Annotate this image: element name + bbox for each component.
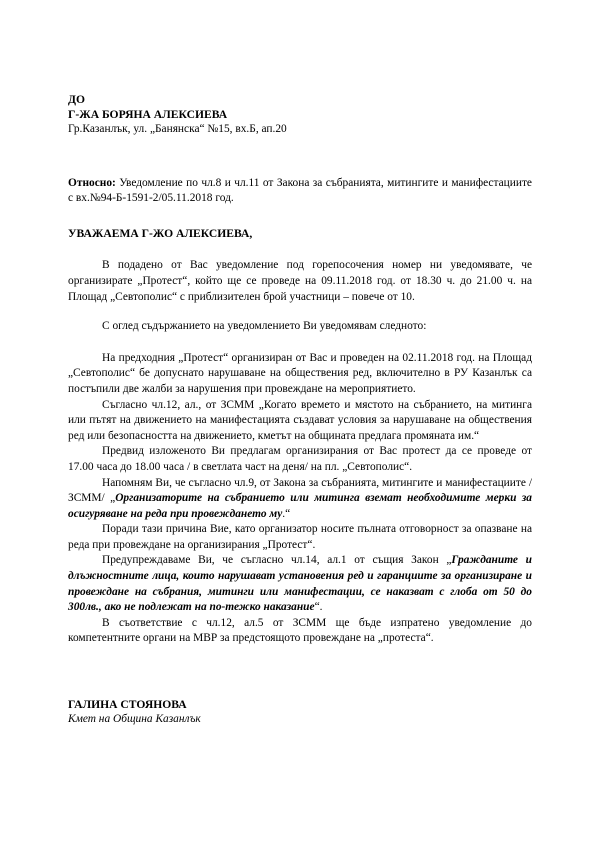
paragraph-proposed-time: Предвид изложеното Ви предлагам организирания от Вас протест да се проведе от 17.00 часа до 18.00 часа / в светлата част на деня/ на пл. „Севтополис“. xyxy=(68,445,532,473)
addressee-to-label: ДО xyxy=(68,93,85,106)
article-9-lead: Напомням Ви, че съгласно чл.9, от Закона за събранията, митингите и манифестациите /ЗСММ/ „ xyxy=(68,476,532,505)
subject-label: Относно: xyxy=(68,176,116,189)
paragraph-mvr-notification: В съответствие с чл.12, ал.5 от ЗСММ ще бъде изпратено уведомление до компетентните органи на МВР за предстоящото провеждане на „протеста“. xyxy=(68,616,532,645)
paragraph-article-14-warning xyxy=(68,553,532,615)
article-9-tail: .“ xyxy=(282,507,291,520)
article-14-tail: “. xyxy=(314,601,323,614)
paragraph-article-9-reminder xyxy=(68,476,532,523)
addressee-address: Гр.Казанлък, ул. „Банянска“ №15, вх.Б, ап.20 xyxy=(68,123,287,136)
subject-text: Уведомление по чл.8 и чл.11 от Закона за събранията, митингите и манифестациите с вх.№94-Б-1591-2/05.11.2018 год. xyxy=(68,176,532,205)
paragraph-considering-content: С оглед съдържанието на уведомлението Ви уведомявам следното: xyxy=(102,320,427,333)
article-9-quote: Организаторите на събранието или митинга вземат необходимите мерки за осигуряване на реда при провеждането му xyxy=(68,492,532,520)
article-14-quote: Гражданите и длъжностните лица, които нарушават установения ред и гаранциите за организиране и провеждане на събрания, митинги или манифестации, се наказват с глоба от 50 до 300лв., ако не подлежат на по-тежко наказание xyxy=(68,554,532,614)
salutation: УВАЖАЕМА Г-ЖО АЛЕКСИЕВА, xyxy=(68,226,253,240)
signatory-role: Кмет на Община Казанлък xyxy=(68,713,201,726)
addressee-block xyxy=(68,92,532,138)
paragraph-article-12-quote: Съгласно чл.12, ал., от ЗСММ „Когато времето и мястото на събранието, на митинга или пътят на движението на манифестацията създават условия за нарушаване на обществения ред или безопасността на движението, кметът на общината предлага промяната им.“ xyxy=(68,398,532,442)
subject-line xyxy=(68,176,532,207)
paragraph-notification-details: В подадено от Вас уведомление под горепосочения номер ни уведомявате, че организирате „Протест“, който ще се проведе на 09.11.2018 год. от 18.30 ч. до 21.00 ч. на Площад „Севтополис“ с приблизителен брой участници – повече от 10. xyxy=(68,259,532,303)
addressee-name: Г-ЖА БОРЯНА АЛЕКСИЕВА xyxy=(68,108,228,122)
paragraph-previous-protest: На предходния „Протест“ организиран от Вас и проведен на 02.11.2018 год. на Площад „Севтополис“ бе допуснато нарушаване на обществения ред, включително в РУ Казанлък са постъпили две жалби за нарушения при провеждане на мероприятието. xyxy=(68,351,532,395)
signatory-name: ГАЛИНА СТОЯНОВА xyxy=(68,698,187,711)
signature-block xyxy=(68,697,488,728)
article-14-lead: Предупреждаваме Ви, че съгласно чл.14, ал.1 от същия Закон „ xyxy=(102,554,452,567)
paragraph-organizer-responsibility: Поради тази причина Вие, като организатор носите пълната отговорност за опазване на реда при провеждане на организирания „Протест“. xyxy=(68,523,532,551)
document-body xyxy=(68,92,532,647)
